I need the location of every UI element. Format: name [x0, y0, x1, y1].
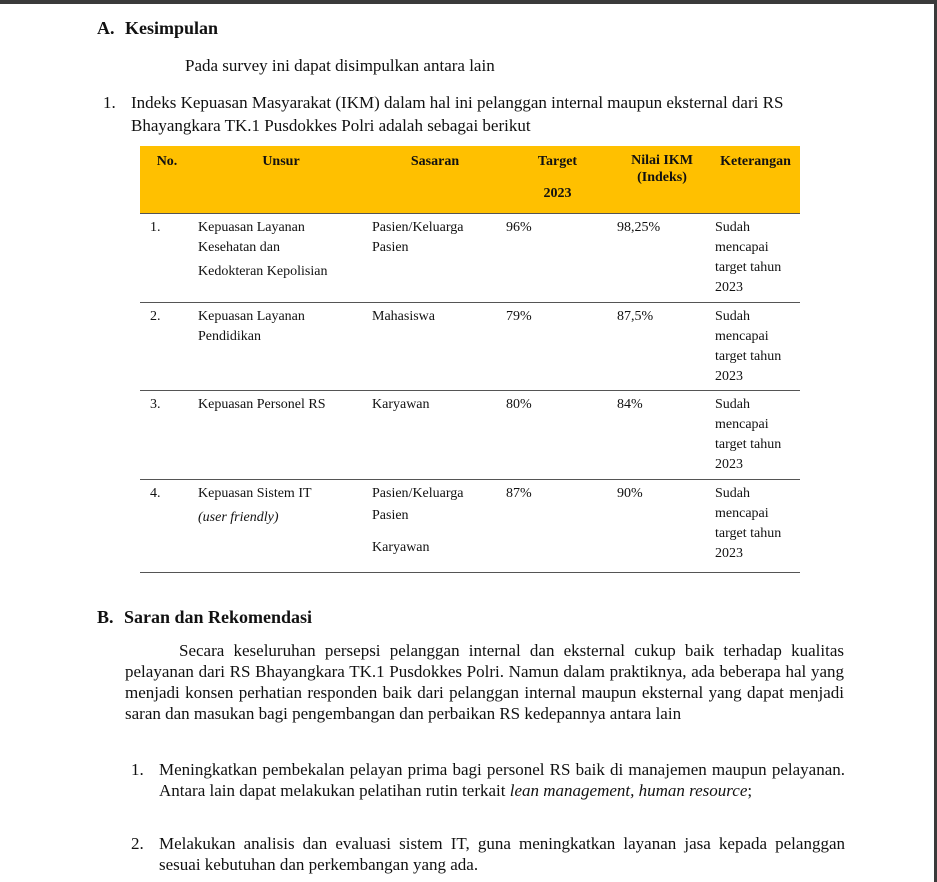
- row3-no: 3.: [140, 391, 194, 480]
- section-b-title: Saran dan Rekomendasi: [124, 607, 313, 627]
- header-sasaran: Sasaran: [410, 154, 460, 169]
- row2-keterangan: Sudah mencapai target tahun 2023: [711, 303, 800, 391]
- row1-sasaran: Pasien/Keluarga Pasien: [368, 214, 502, 303]
- row1-target: 96%: [502, 214, 613, 303]
- section-a-title: Kesimpulan: [125, 18, 219, 38]
- row1-keterangan: Sudah mencapai target tahun 2023: [711, 214, 800, 303]
- row4-keterangan: Sudah mencapai target tahun 2023: [711, 480, 800, 573]
- table-row: [140, 391, 800, 480]
- ikm-table: [140, 146, 800, 573]
- point1-text: [131, 92, 841, 136]
- row1-nilai: 98,25%: [613, 214, 711, 303]
- item2-number: 2.: [131, 834, 144, 853]
- header-nilai: [613, 146, 711, 214]
- row3-nilai: 84%: [613, 391, 711, 480]
- header-target: [502, 146, 613, 214]
- item1-end: ;: [747, 781, 753, 800]
- row1-no: 1.: [140, 214, 194, 303]
- row1-unsur: [194, 214, 368, 303]
- header-nilai-line2: (Indeks): [637, 170, 687, 185]
- header-nilai-line1: Nilai IKM: [631, 153, 693, 168]
- section-b-heading: [97, 607, 312, 628]
- row3-keterangan: Sudah mencapai target tahun 2023: [711, 391, 800, 480]
- header-no: No.: [156, 154, 178, 169]
- section-a-letter: A.: [97, 18, 115, 38]
- row3-unsur: Kepuasan Personel RS: [194, 391, 368, 480]
- item1-text: [159, 759, 845, 801]
- header-keterangan: Keterangan: [720, 154, 791, 169]
- row3-sasaran: Karyawan: [368, 391, 502, 480]
- row3-target: 80%: [502, 391, 613, 480]
- row4-sasaran-b: Pasien: [372, 508, 409, 523]
- row1-unsur-a: Kepuasan Layanan Kesehatan dan: [198, 220, 305, 255]
- item1-italic: lean management, human resource: [509, 781, 748, 800]
- row2-no: 2.: [140, 303, 194, 391]
- row2-target: 79%: [502, 303, 613, 391]
- item2-text: Melakukan analisis dan evaluasi sistem IT, guna meningkatkan layanan jasa kepada pelanggan sesuai kebutuhan dan perkembangan yang ada.: [159, 834, 845, 874]
- header-unsur: Unsur: [262, 154, 300, 169]
- row4-unsur: [194, 480, 368, 573]
- point1-number: 1.: [103, 93, 116, 112]
- row4-sasaran: [368, 480, 502, 573]
- window-top-border: [0, 0, 937, 4]
- point1-line1: Indeks Kepuasan Masyarakat (IKM) dalam hal ini pelanggan internal maupun eksternal dari RS: [131, 93, 784, 112]
- item1-main: Meningkatkan pembekalan pelayan prima bagi personel RS baik di manajemen maupun pelayanan. Antara lain dapat melakukan pelatihan rutin terkait: [159, 760, 845, 800]
- row4-nilai: 90%: [613, 480, 711, 573]
- table-row: [140, 480, 800, 573]
- point1-line2: Bhayangkara TK.1 Pusdokkes Polri adalah sebagai berikut: [131, 116, 531, 135]
- row4-unsur-a: Kepuasan Sistem IT: [198, 486, 312, 501]
- row1-unsur-b: Kedokteran Kepolisian: [198, 264, 328, 279]
- row2-sasaran: Mahasiswa: [368, 303, 502, 391]
- row4-target: 87%: [502, 480, 613, 573]
- section-a-intro: Pada survey ini dapat disimpulkan antara lain: [185, 56, 495, 75]
- header-target-label: Target: [537, 154, 578, 169]
- table-header-row: [140, 146, 800, 214]
- row2-nilai: 87,5%: [613, 303, 711, 391]
- section-b-paragraph: Secara keseluruhan persepsi pelanggan internal dan eksternal cukup baik terhadap kualitas pelayanan dari RS Bhayangkara TK.1 Pusdokkes Polri. Namun dalam praktiknya, ada beberapa hal yang menjadi konsen perhatian responden baik dari pelanggan internal maupun eksternal yang dapat menjadi saran dan masukan bagi pengembangan dan perbaikan RS kedepannya antara lain: [125, 641, 844, 723]
- row4-sasaran-c: Karyawan: [372, 540, 430, 555]
- row4-unsur-b: (user friendly): [198, 510, 279, 525]
- row2-unsur: Kepuasan Layanan Pendidikan: [194, 303, 368, 391]
- section-b-letter: B.: [97, 607, 114, 627]
- row4-no: 4.: [140, 480, 194, 573]
- table-row: [140, 214, 800, 303]
- row4-sasaran-a: Pasien/Keluarga: [372, 486, 464, 501]
- section-a-heading: [97, 18, 218, 39]
- item1-number: 1.: [131, 760, 144, 779]
- table-row: [140, 303, 800, 391]
- header-target-year: 2023: [543, 186, 572, 201]
